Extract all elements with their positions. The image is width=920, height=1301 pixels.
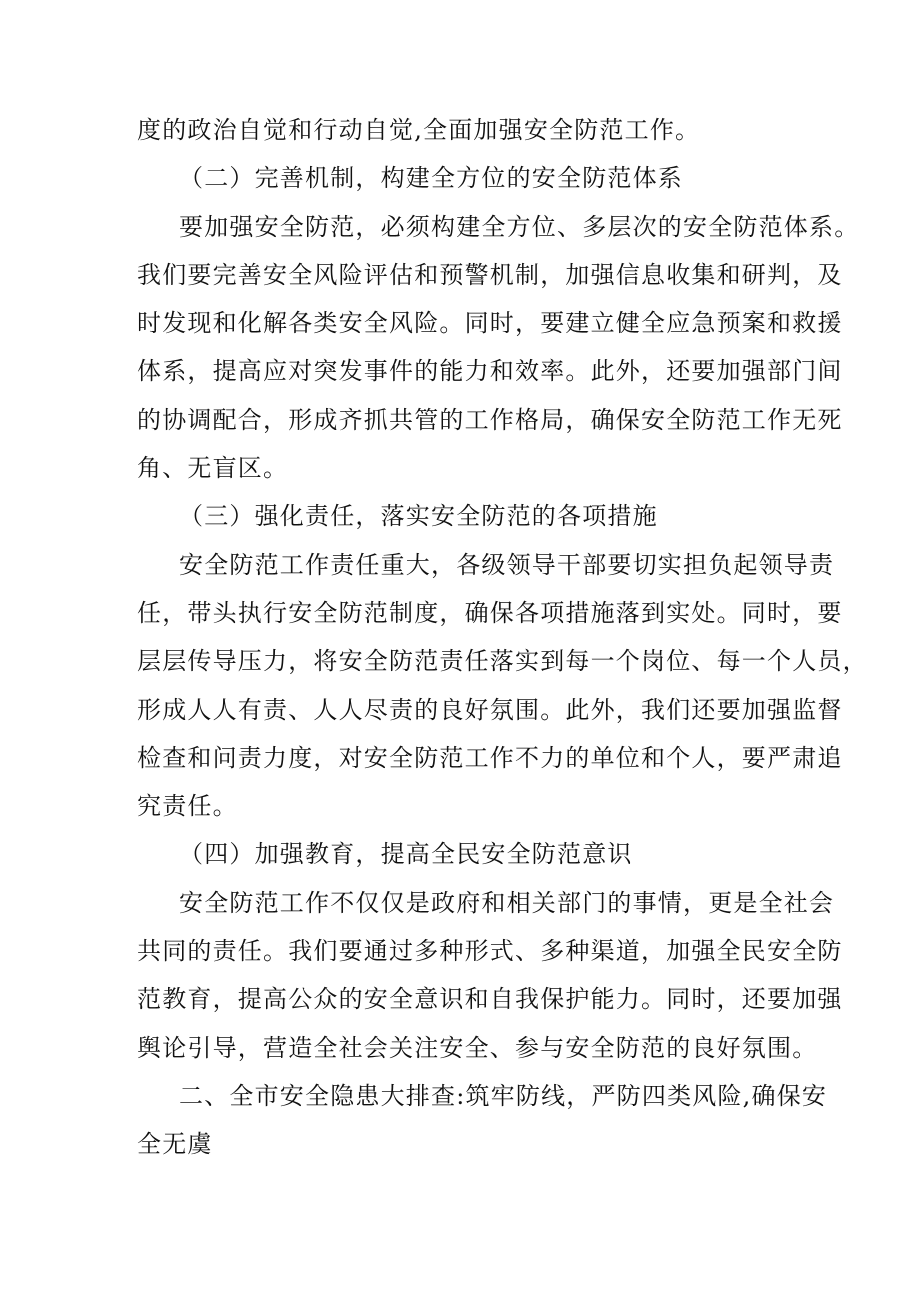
text-line: 体系，提高应对突发事件的能力和效率。此外，还要加强部门间 (137, 357, 843, 386)
document-page (137, 106, 868, 1169)
text-line: 舆论引导，营造全社会关注安全、参与安全防范的良好氛围。 (137, 1033, 818, 1062)
text-line: 时发现和化解各类安全风险。同时，要建立健全应急预案和救援 (137, 309, 843, 338)
text-line: 安全防范工作不仅仅是政府和相关部门的事情，更是全社会 (179, 888, 835, 917)
heading-text: 全无虞 (137, 1130, 213, 1159)
paragraph (137, 203, 860, 493)
text-line: 共同的责任。我们要通过多种形式、多种渠道，加强全民安全防 (137, 937, 843, 966)
section-heading-part-2 (137, 1072, 828, 1169)
text-line: 范教育，提高公众的安全意识和自我保护能力。同时，还要加强 (137, 985, 843, 1014)
text-line: 任，带头执行安全防范制度，确保各项措施落到实处。同时，要 (137, 598, 843, 627)
section-heading-2 (137, 154, 797, 202)
text-line: 我们要完善安全风险评估和预警机制，加强信息收集和研判，及 (137, 260, 843, 289)
text-line: 究责任。 (137, 792, 238, 821)
text-line: 形成人人有责、人人尽责的良好氛围。此外，我们还要加强监督 (137, 695, 843, 724)
text-line: 度的政治自觉和行动自觉,全面加强安全防范工作。 (137, 116, 701, 144)
heading-text: （三）强化责任，落实安全防范的各项措施 (179, 502, 658, 531)
text-line: 层层传导压力，将安全防范责任落实到每一个岗位、每一个人员， (137, 647, 868, 676)
paragraph (137, 106, 797, 154)
text-line: 要加强安全防范，必须构建全方位、多层次的安全防范体系。 (179, 212, 860, 241)
text-line: 角、无盲区。 (137, 454, 289, 483)
paragraph (137, 541, 868, 831)
section-heading-3 (137, 492, 797, 540)
heading-text: （四）加强教育，提高全民安全防范意识 (179, 840, 633, 869)
text-line: 安全防范工作责任重大，各级领导干部要切实担负起领导责 (179, 550, 835, 579)
text-line: 检查和问责力度，对安全防范工作不力的单位和个人，要严肃追 (137, 743, 843, 772)
section-heading-4 (137, 830, 797, 878)
heading-text: （二）完善机制，构建全方位的安全防范体系 (179, 164, 683, 193)
heading-text: 二、全市安全隐患大排查:筑牢防线，严防四类风险,确保安 (179, 1081, 828, 1110)
text-line: 的协调配合，形成齐抓共管的工作格局，确保安全防范工作无死 (137, 405, 843, 434)
paragraph (137, 879, 843, 1072)
